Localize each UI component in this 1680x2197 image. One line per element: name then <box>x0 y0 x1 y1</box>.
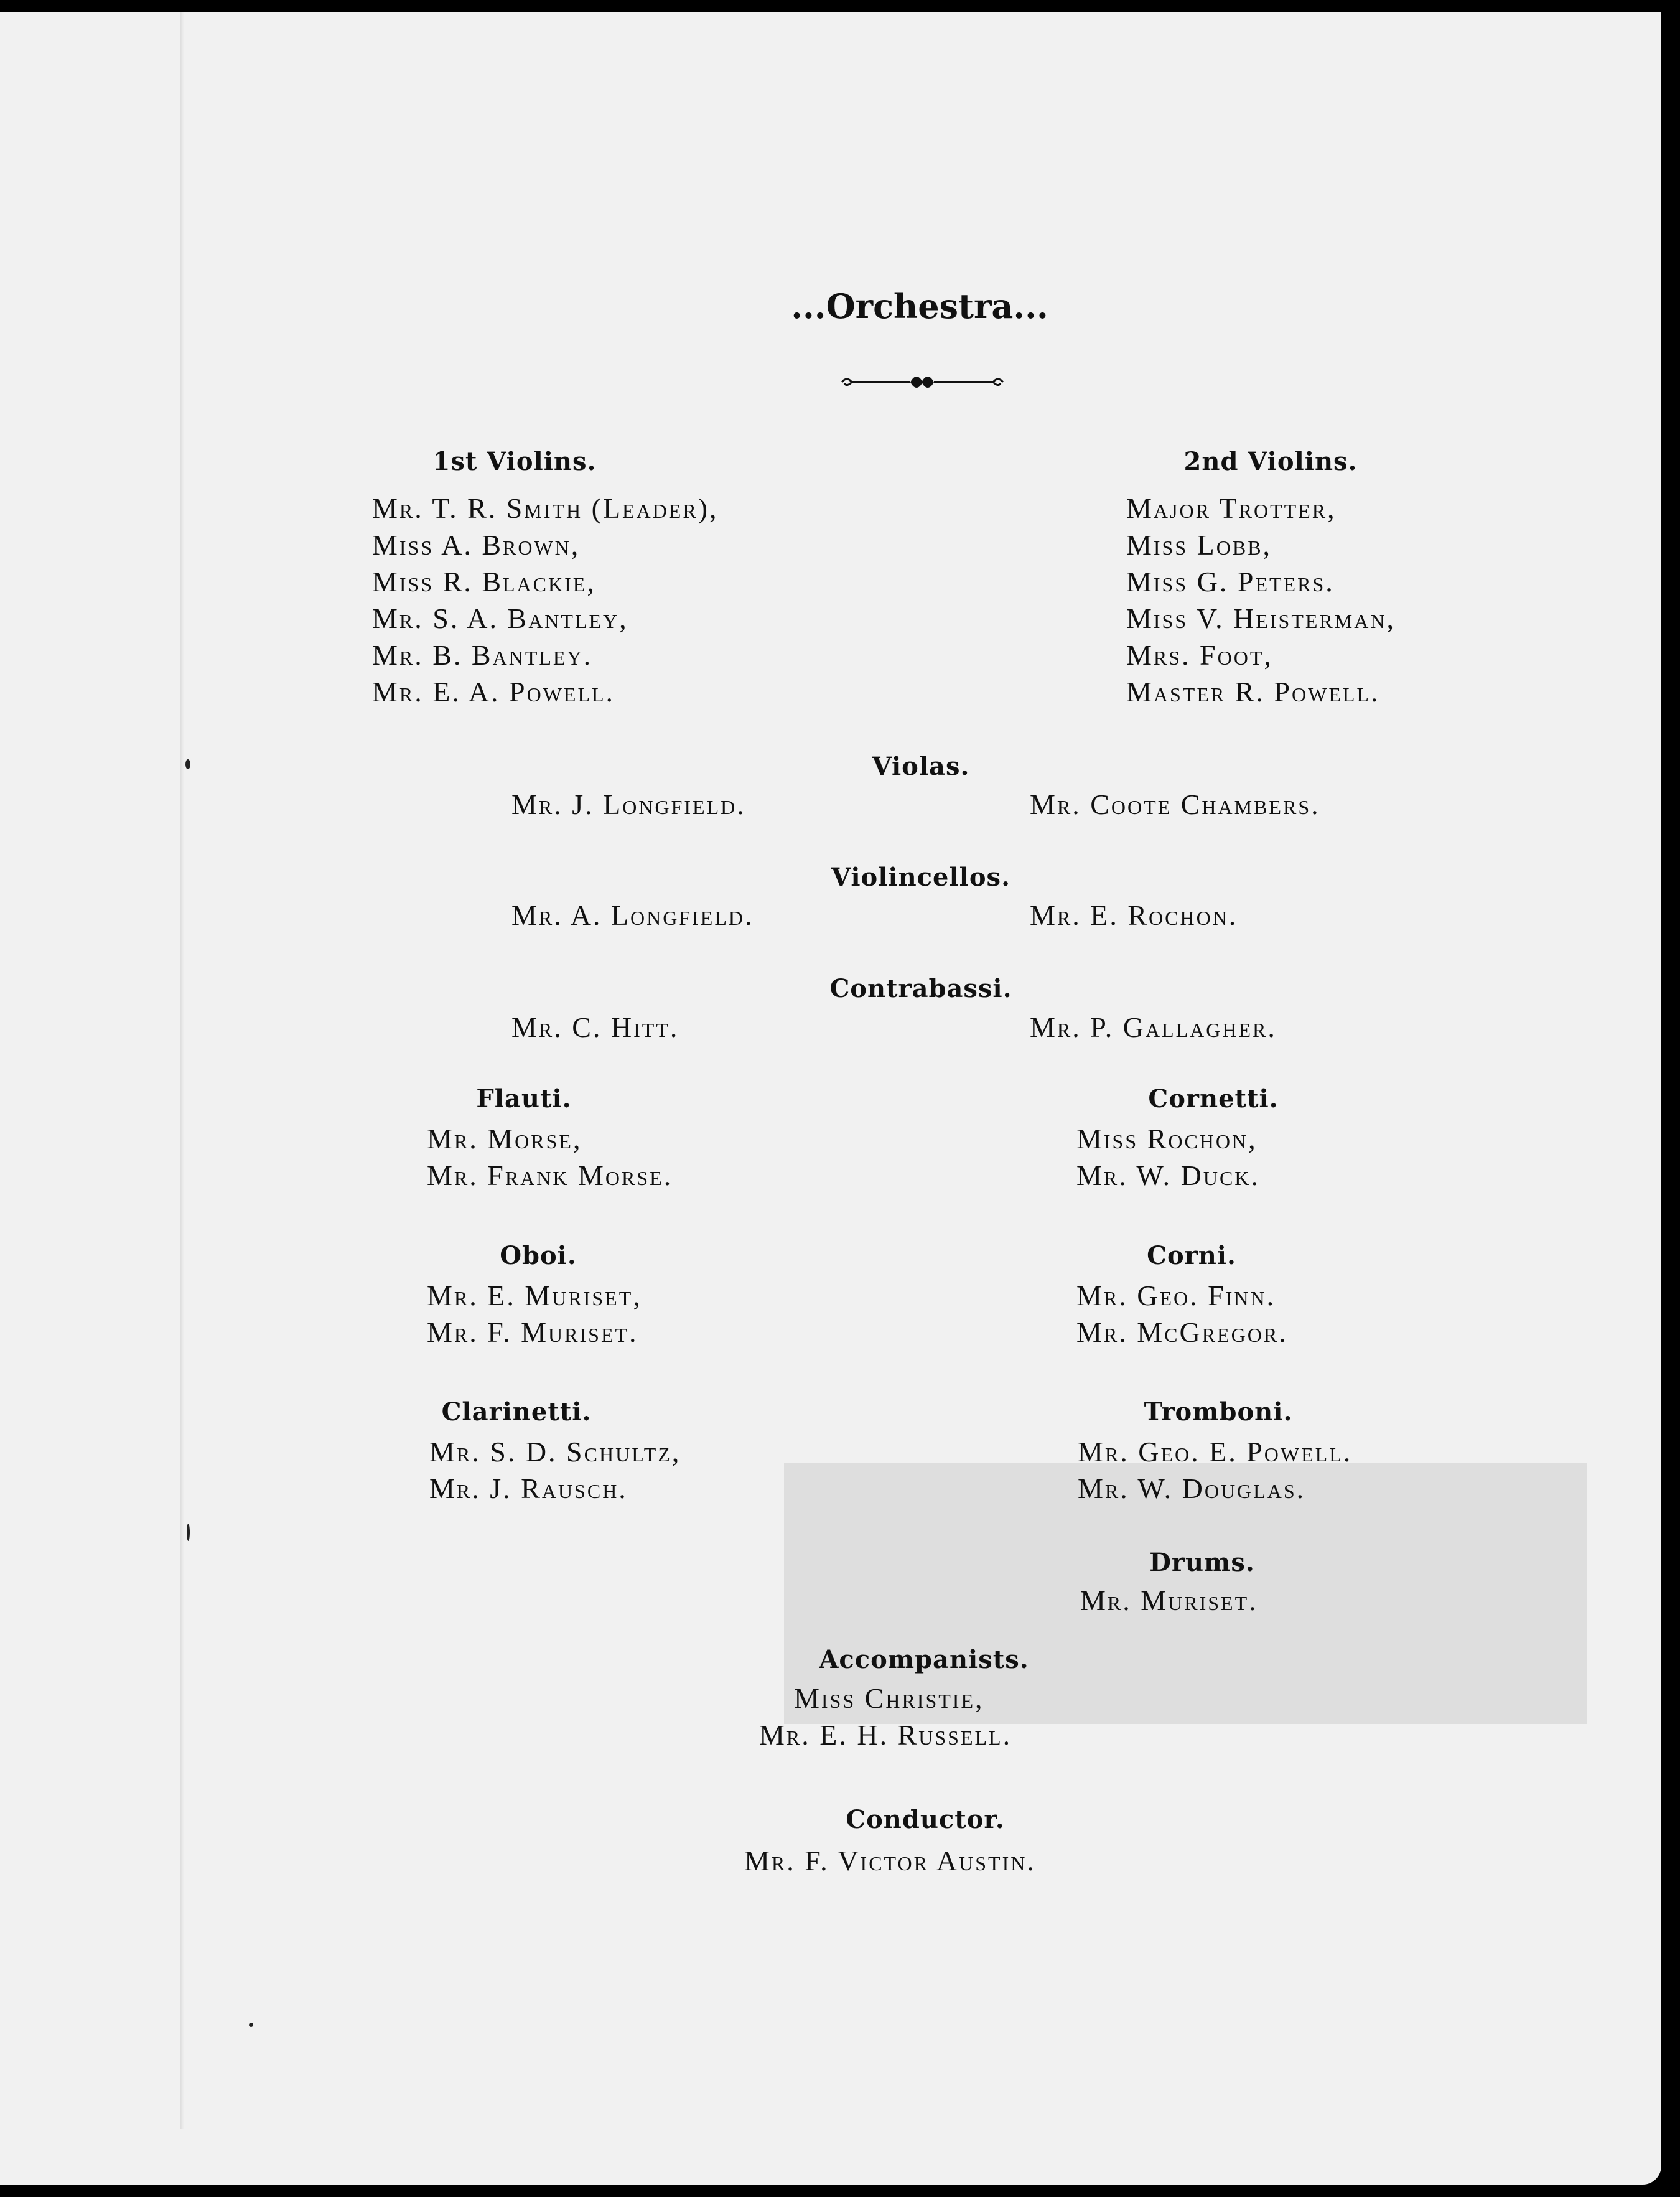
accompanist-name: Mr. E. H. Russell. <box>759 1719 1012 1751</box>
conductor-heading: Conductor. <box>846 1805 1005 1834</box>
second-violin-name: Major Trotter, <box>1126 492 1337 524</box>
violincellos-heading: Violincellos. <box>831 863 1010 892</box>
oboi-name: Mr. F. Muriset. <box>427 1316 638 1348</box>
accompanists-heading: Accompanists. <box>819 1645 1029 1674</box>
conductor-name: Mr. F. Victor Austin. <box>744 1845 1036 1876</box>
first-violin-name: Mr. B. Bantley. <box>372 639 593 671</box>
flauti-name: Mr. Morse, <box>427 1123 582 1155</box>
drums-heading: Drums. <box>1149 1548 1255 1577</box>
page-title: ...Orchestra... <box>791 286 1048 326</box>
first-violin-name: Miss R. Blackie, <box>372 566 596 597</box>
first-violin-name: Mr. S. A. Bantley, <box>372 602 628 634</box>
tromboni-name: Mr. W. Douglas. <box>1078 1473 1306 1504</box>
ink-speck <box>187 1524 190 1541</box>
flauti-name: Mr. Frank Morse. <box>427 1159 673 1191</box>
ink-speck <box>249 2023 253 2027</box>
first-violins-heading: 1st Violins. <box>432 447 597 476</box>
program-page <box>0 12 1661 2185</box>
second-violin-name: Miss Lobb, <box>1126 529 1272 561</box>
corni-heading: Corni. <box>1147 1241 1236 1270</box>
page-fold <box>180 12 184 2129</box>
violincello-name: Mr. A. Longfield. <box>511 899 754 931</box>
corni-name: Mr. Geo. Finn. <box>1076 1280 1276 1311</box>
second-violin-name: Miss G. Peters. <box>1126 566 1335 597</box>
contrabassi-name: Mr. C. Hitt. <box>511 1011 679 1043</box>
cornetti-heading: Cornetti. <box>1148 1084 1279 1113</box>
violincello-name: Mr. E. Rochon. <box>1030 899 1238 931</box>
oboi-name: Mr. E. Muriset, <box>427 1280 642 1311</box>
clarinetti-name: Mr. S. D. Schultz, <box>429 1436 681 1468</box>
first-violin-name: Mr. T. R. Smith (Leader), <box>372 492 719 524</box>
flauti-heading: Flauti. <box>476 1084 572 1113</box>
clarinetti-name: Mr. J. Rausch. <box>429 1473 628 1504</box>
first-violin-name: Mr. E. A. Powell. <box>372 676 615 708</box>
corni-name: Mr. McGregor. <box>1076 1316 1288 1348</box>
oboi-heading: Oboi. <box>500 1241 577 1270</box>
second-violin-name: Master R. Powell. <box>1126 676 1380 708</box>
tromboni-name: Mr. Geo. E. Powell. <box>1078 1436 1353 1468</box>
tromboni-heading: Tromboni. <box>1144 1397 1293 1426</box>
contrabassi-name: Mr. P. Gallagher. <box>1030 1011 1277 1043</box>
second-violin-name: Mrs. Foot, <box>1126 639 1273 671</box>
violas-heading: Violas. <box>872 752 970 781</box>
drums-name: Mr. Muriset. <box>1080 1585 1258 1616</box>
ink-speck <box>185 759 190 769</box>
clarinetti-heading: Clarinetti. <box>441 1397 592 1426</box>
second-violin-name: Miss V. Heisterman, <box>1126 602 1396 634</box>
first-violin-name: Miss A. Brown, <box>372 529 581 561</box>
contrabassi-heading: Contrabassi. <box>829 974 1012 1003</box>
cornetti-name: Miss Rochon, <box>1076 1123 1258 1155</box>
ornament-divider-icon <box>837 370 1008 395</box>
second-violins-heading: 2nd Violins. <box>1183 447 1358 476</box>
viola-name: Mr. Coote Chambers. <box>1030 789 1320 820</box>
viola-name: Mr. J. Longfield. <box>511 789 746 820</box>
accompanist-name: Miss Christie, <box>794 1682 984 1714</box>
cornetti-name: Mr. W. Duck. <box>1076 1159 1260 1191</box>
